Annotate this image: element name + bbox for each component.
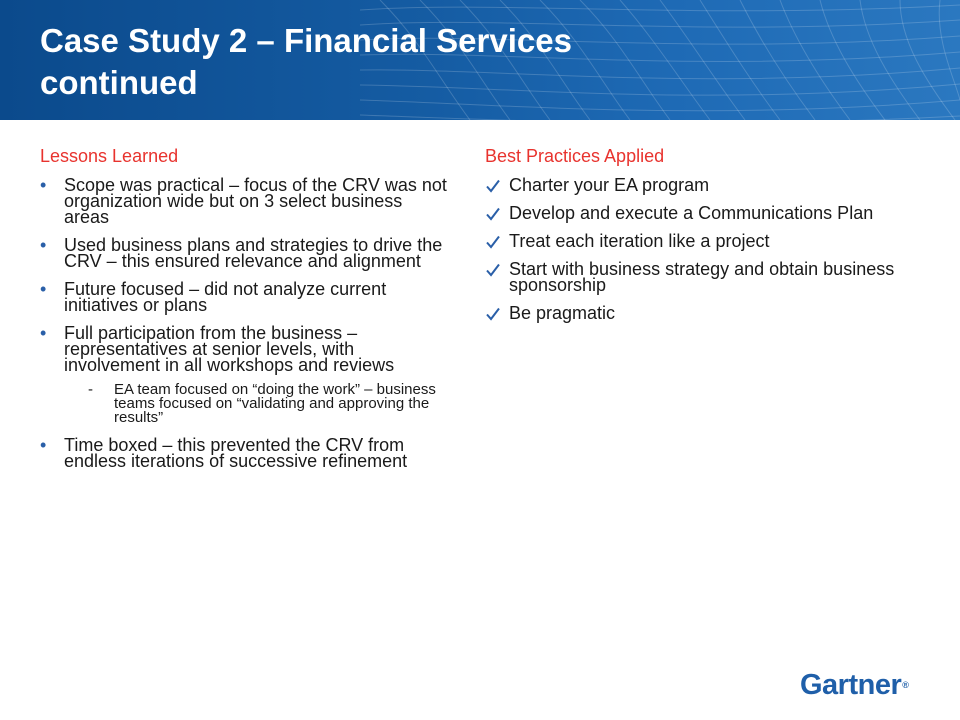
- bullet-icon: •: [40, 235, 47, 255]
- list-item-text: Time boxed – this prevented the CRV from endless iterations of successive refinement: [64, 435, 408, 471]
- best-practices-list: [485, 177, 925, 321]
- gartner-logo: [800, 668, 908, 702]
- bullet-icon: •: [40, 175, 47, 195]
- bullet-icon: •: [40, 435, 47, 455]
- checkmark-icon: [485, 306, 501, 322]
- title-line-1: Case Study 2 – Financial Services: [40, 22, 572, 59]
- logo-text: Gartner: [800, 669, 902, 701]
- list-item: [40, 237, 450, 269]
- bullet-icon: •: [40, 279, 47, 299]
- checkmark-icon: [485, 262, 501, 278]
- list-item: [40, 325, 450, 425]
- list-item-text: Develop and execute a Communications Plan: [509, 203, 874, 223]
- title-banner: [0, 0, 960, 120]
- list-item-text: Start with business strategy and obtain business sponsorship: [509, 259, 895, 295]
- best-practices-heading: Best Practices Applied: [485, 146, 665, 166]
- list-item: [485, 233, 925, 249]
- title-line-2: continued: [40, 64, 198, 101]
- list-item-text: Full participation from the business – representatives at senior levels, with involvement in all workshops and reviews: [64, 323, 395, 375]
- list-item: [485, 261, 925, 293]
- sub-list: [64, 383, 450, 425]
- dash-icon: -: [88, 381, 93, 398]
- list-item: [40, 437, 450, 469]
- list-item-text: Charter your EA program: [509, 175, 710, 195]
- sub-list-item-text: EA team focused on “doing the work” – business teams focused on “validating and approving the results”: [114, 381, 436, 426]
- list-item: [40, 281, 450, 313]
- list-item-text: Scope was practical – focus of the CRV was not organization wide but on 3 select business areas: [64, 175, 447, 227]
- list-item-text: Be pragmatic: [509, 303, 616, 323]
- checkmark-icon: [485, 206, 501, 222]
- lessons-learned-heading: Lessons Learned: [40, 146, 179, 166]
- checkmark-icon: [485, 178, 501, 194]
- list-item: [485, 177, 925, 193]
- list-item-text: Used business plans and strategies to drive the CRV – this ensured relevance and alignment: [64, 235, 443, 271]
- page-title: [40, 20, 920, 104]
- sub-list-item: [88, 383, 450, 425]
- lessons-list: [40, 177, 450, 469]
- list-item: [485, 205, 925, 221]
- list-item-text: Future focused – did not analyze current initiatives or plans: [64, 279, 387, 315]
- bullet-icon: •: [40, 323, 47, 343]
- lessons-learned-column: [40, 145, 450, 481]
- list-item-text: Treat each iteration like a project: [509, 231, 770, 251]
- checkmark-icon: [485, 234, 501, 250]
- registered-mark: ®: [902, 680, 909, 690]
- list-item: [485, 305, 925, 321]
- best-practices-column: [485, 145, 925, 333]
- list-item: [40, 177, 450, 225]
